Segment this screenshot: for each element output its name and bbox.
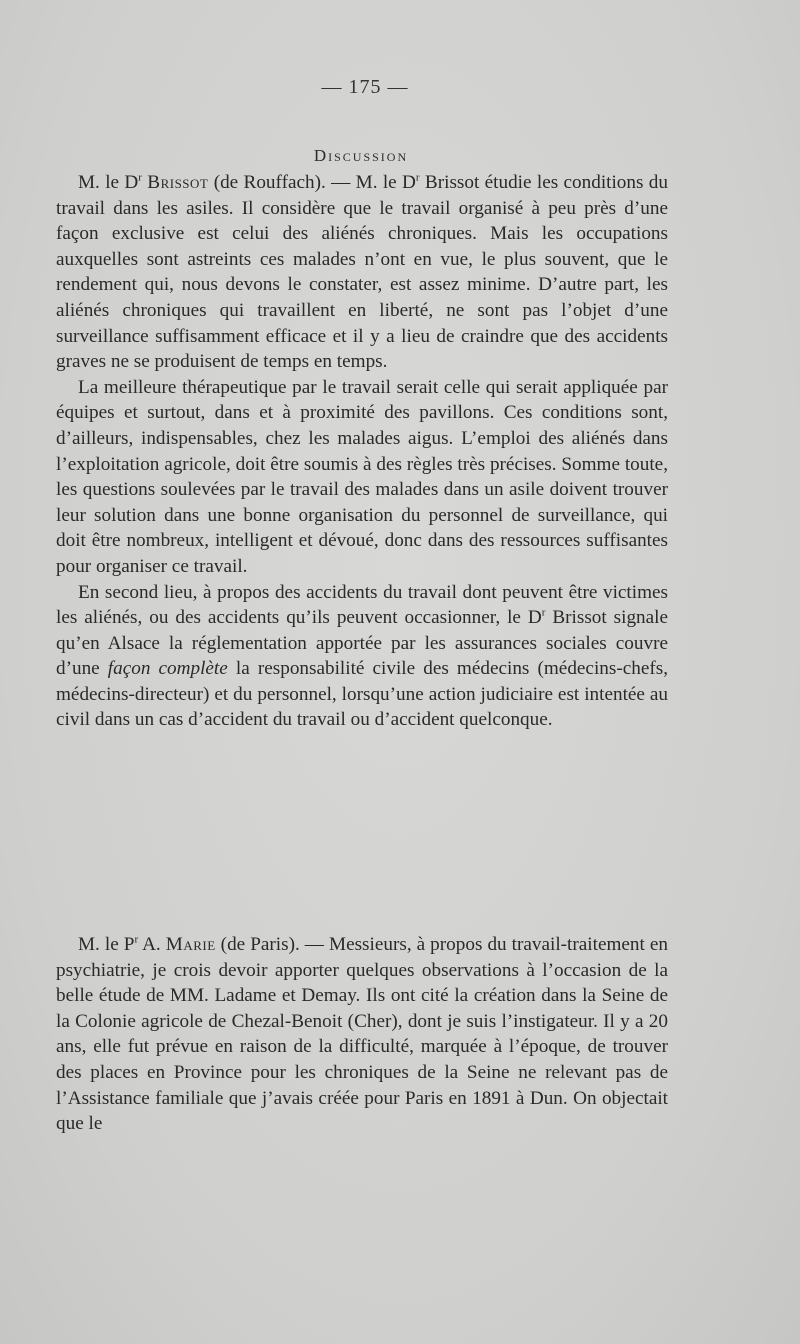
superscript: r (541, 606, 546, 619)
speaker-name: Marie (165, 934, 216, 955)
paragraph (56, 170, 668, 375)
paragraph-text: la responsabilité civile des médecins (médecins-chefs, médecins-directeur) et du personnel, lorsqu’une action judiciaire est intentée au civil dans un cas d’accident du travail ou d’accident quelconque. (56, 658, 669, 731)
speaker-name: Brissot (147, 172, 209, 193)
emphasis-text: façon complète (107, 658, 228, 680)
page-number: — 175 — (321, 76, 409, 98)
speaker-prefix: M. le D (78, 172, 139, 193)
speaker-place: (de Rouffach). — M. le D (208, 172, 416, 193)
superscript: r (415, 171, 420, 184)
superscript: r (134, 933, 139, 946)
paragraph: La meilleure thérapeutique par le travail serait celle qui serait appliquée par équipes et surtout, dans et à proximité des pavillons. Ces conditions sont, d’ailleurs, indispensables, chez les malades aigus. L’emploi des aliénés dans l’exploitation agricole, doit être soumis à des règles très précises. Somme toute, les questions soulevées par le travail des malades dans un asile doivent trouver leur solution dans une bonne organisation du personnel de surveillance, qui doit être nombreux, intelligent et dévoué, donc dans des ressources suffisantes pour organiser ce travail. (56, 376, 668, 577)
paragraph-text: En second lieu, à propos des accidents du travail dont peuvent être victimes les aliénés, ou des accidents qu’ils peuvent occasionner, le D (56, 581, 668, 629)
marie-intervention (56, 932, 668, 1137)
paragraph-text: Brissot étudie les conditions du travail dans les asiles. Il considère que le travail organisé à peu près d’une façon exclusive est celui des aliénés chroniques. Mais les occupations auxquelles sont astreints ces malades n’ont en vue, le plus souvent, que le rendement qui, nous devons le constater, est assez minime. D’autre part, les aliénés chroniques qui travaillent en liberté, ne sont pas l’objet d’une surveillance suffisamment efficace et il y a lieu de craindre que des accidents graves ne se produisent de temps en temps. (56, 172, 668, 373)
superscript: r (138, 171, 142, 184)
speaker-initial: A. (138, 934, 166, 955)
speaker-prefix: M. le P (78, 934, 135, 955)
paragraph-text: (de Paris). — Messieurs, à propos du travail-traitement en psychiatrie, je crois devoir apporter quelques observations à l’occasion de la belle étude de MM. Ladame et Demay. Ils ont cité la création dans la Seine de la Colonie agricole de Chezal-Benoit (Cher), dont je suis l’instigateur. Il y a 20 ans, elle fut prévue en raison de la difficulté, marquée à l’époque, de trouver des places en Province pour les chroniques de la Seine ne relevant pas de l’Assistance familiale que j’avais créée pour Paris en 1891 à Dun. On objectait que le (56, 934, 668, 1135)
paragraph-text: Brissot signale qu’en Alsace la réglementation apportée par les assurances sociales couvre d’une (56, 607, 668, 680)
paragraph (56, 580, 668, 734)
paragraph (56, 932, 668, 1137)
brissot-intervention (56, 170, 668, 733)
section-heading: Discussion (313, 146, 409, 165)
